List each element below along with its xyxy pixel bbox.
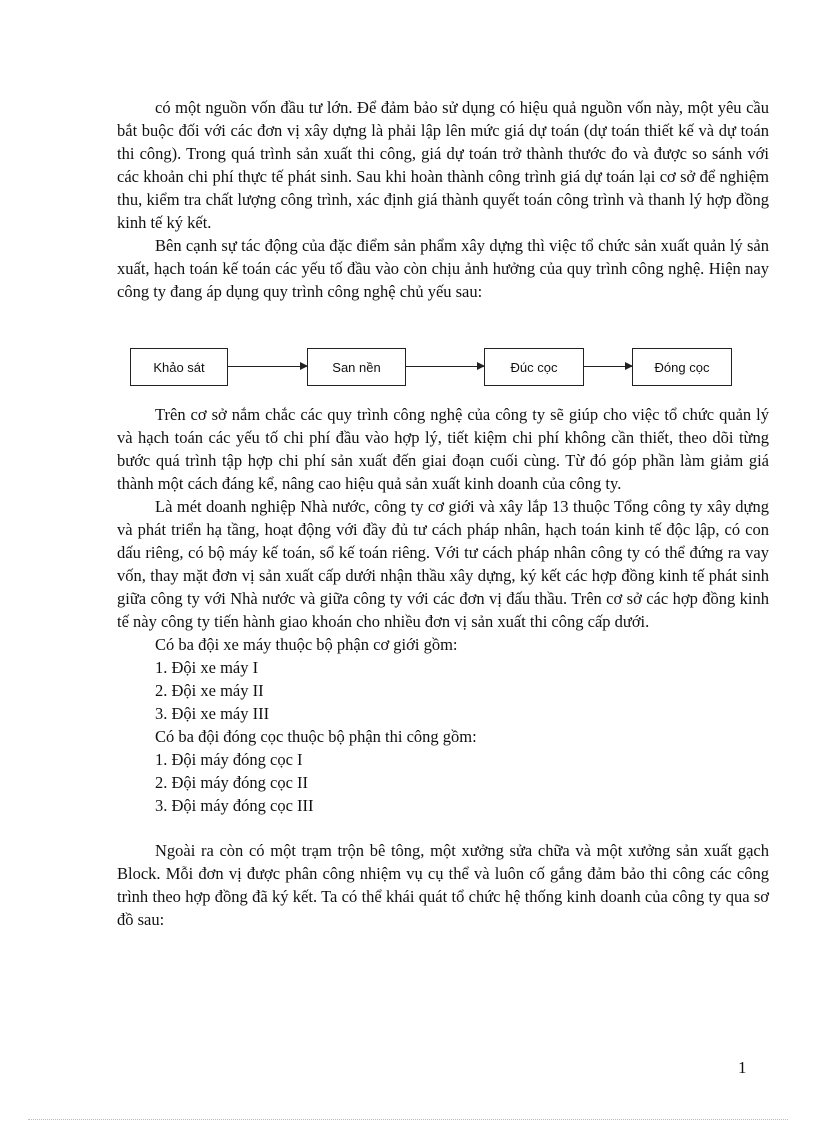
arrow-1 <box>228 366 307 367</box>
page-bottom-divider <box>28 1119 788 1120</box>
machine-teams-intro: Có ba đội xe máy thuộc bộ phận cơ giới gồm: <box>155 635 458 654</box>
paragraph-5: Ngoài ra còn có một trạm trộn bê tông, một xưởng sửa chữa và một xưởng sản xuất gạch Block. Mỗi đơn vị được phân công nhiệm vụ cụ thể và luôn cố gắng đảm bảo thi công các công trình theo hợp đồng đã ký kết. Ta có thể khái quát tổ chức hệ thống kinh doanh của công ty qua sơ đồ sau: <box>117 841 769 929</box>
step-leveling-box: San nền <box>307 348 406 386</box>
step-driving-box: Đóng cọc <box>632 348 732 386</box>
spacer <box>117 817 769 839</box>
arrow-3 <box>584 366 632 367</box>
list-item: 1. Đội xe máy I <box>155 658 259 677</box>
piling-teams-intro: Có ba đội đóng cọc thuộc bộ phận thi công gồm: <box>155 727 477 746</box>
lower-text-block <box>117 403 769 931</box>
paragraph-4: Là mét doanh nghiệp Nhà nước, công ty cơ giới và xây lắp 13 thuộc Tổng công ty xây dựng và phát triển hạ tầng, hoạt động với đầy đủ tư cách pháp nhân, hạch toán kinh tế độc lập, có con dấu riêng, có bộ máy kế toán, sổ kế toán riêng. Với tư cách pháp nhân công ty có thể đứng ra vay vốn, thay mặt đơn vị sản xuất cấp dưới nhận thầu xây dựng, ký kết các hợp đồng kinh tế phát sinh giữa công ty với Nhà nước và giữa công ty với các đơn vị đấu thầu. Trên cơ sở các hợp đồng kinh tế này công ty tiến hành giao khoán cho nhiều đơn vị sản xuất thi công cấp dưới. <box>117 497 769 631</box>
arrow-2 <box>406 366 484 367</box>
process-flow-diagram <box>130 346 740 392</box>
list-item: 2. Đội xe máy II <box>155 681 264 700</box>
step-survey-box: Khảo sát <box>130 348 228 386</box>
paragraph-1: có một nguồn vốn đầu tư lớn. Để đảm bảo sử dụng có hiệu quả nguồn vốn này, một yêu cầu bắt buộc đối với các đơn vị xây dựng là phải lập lên mức giá dự toán (dự toán thiết kế và dự toán thi công). Trong quá trình sản xuất thi công, giá dự toán trở thành thước đo và được so sánh với các khoản chi phí thực tế phát sinh. Sau khi hoàn thành công trình giá dự toán lại cơ sở để nghiệm thu, kiểm tra chất lượng công trình, xác định giá thành quyết toán công trình và thanh lý hợp đồng kinh tế ký kết. <box>117 98 769 232</box>
list-item: 3. Đội máy đóng cọc III <box>155 796 314 815</box>
step-casting-box: Đúc cọc <box>484 348 584 386</box>
page-number: 1 <box>738 1058 747 1077</box>
paragraph-2: Bên cạnh sự tác động của đặc điểm sản phẩm xây dựng thì việc tổ chức sản xuất quản lý sản xuất, hạch toán kế toán các yếu tố đầu vào còn chịu ảnh hưởng của quy trình công nghệ. Hiện nay công ty đang áp dụng quy trình công nghệ chủ yếu sau: <box>117 236 769 301</box>
list-item: 2. Đội máy đóng cọc II <box>155 773 309 792</box>
upper-text-block <box>117 96 769 303</box>
list-item: 3. Đội xe máy III <box>155 704 270 723</box>
paragraph-3: Trên cơ sở nắm chắc các quy trình công nghệ của công ty sẽ giúp cho việc tổ chức quản lý và hạch toán các yếu tố chi phí đầu vào hợp lý, tiết kiệm chi phí không cần thiết, theo dõi từng bước quá trình tập hợp chi phí sản xuất đến giai đoạn cuối cùng. Từ đó góp phần làm giảm giá thành một cách đáng kể, nâng cao hiệu quả sản xuất kinh doanh của công ty. <box>117 405 769 493</box>
list-item: 1. Đội máy đóng cọc I <box>155 750 303 769</box>
